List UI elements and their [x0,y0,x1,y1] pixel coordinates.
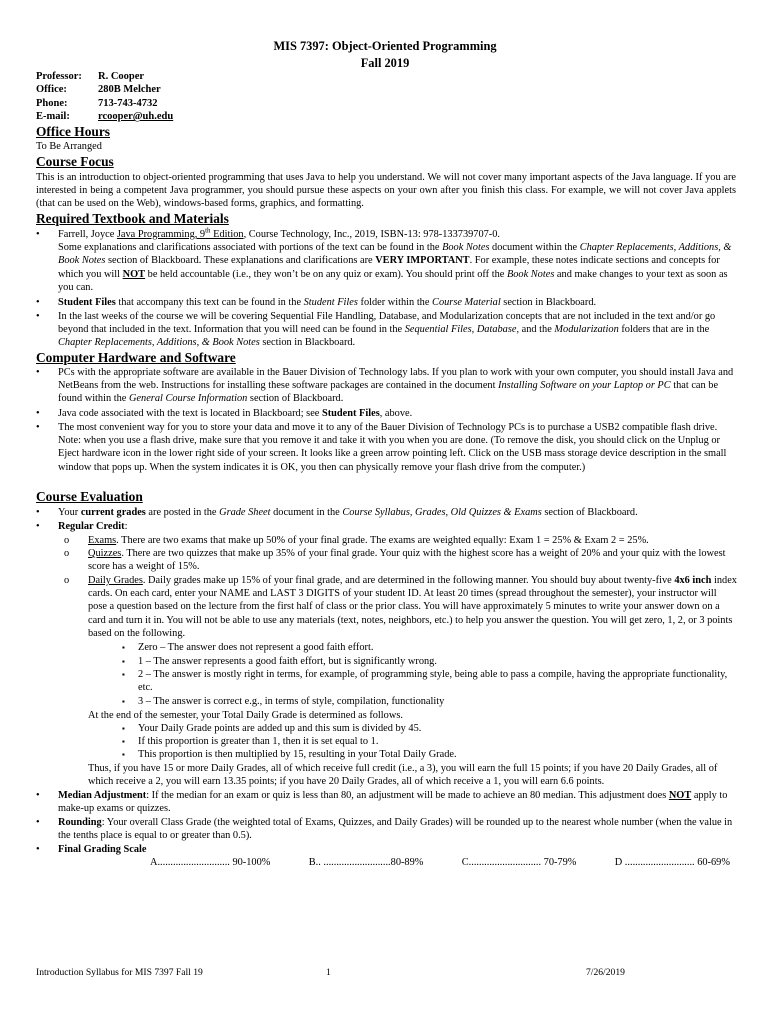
course-focus-text: This is an introduction to object-oriented programming that uses Java to help you understand. We will not cover many important aspects of the Java language. If you are interested in being a competent Java programmer, you should pursue these aspects on your own after you finish this class. For example, we will not cover Java applets (that can be used on the Web), windows-based forms, graphics, and formatting. [36,172,736,210]
bullet-disc: • [36,790,40,801]
text: : If the median for an exam or quiz is less than 80, an adjustment will be made to achieve an 80 median. This adjustment does [146,790,669,801]
evaluation-item-median [58,789,737,815]
book-author: Farrell, Joyce [58,229,117,240]
text: : Your overall Class Grade (the weighted total of Exams, Quizzes, and Daily Grades) will be rounded up to the nearest whole number (when the value in the tenths place is equal to or greater than 0.5). [58,817,733,842]
bullet-circle: o [64,535,70,546]
text: section in Blackboard. [500,297,597,308]
bold-term: Rounding [58,817,102,828]
text: section in Blackboard. [259,337,356,349]
italic-ref: Course Material [432,297,501,308]
bullet-square: ▪ [122,737,125,746]
bold-term: current grades [80,507,146,518]
italic-ref: Installing Software on your Laptop or PC [498,380,671,392]
italic-ref: Book Notes [506,268,555,280]
daily-total-step-3: This proportion is then multiplied by 15, resulting in your Total Daily Grade. [138,749,457,760]
contact-value: R. Cooper [98,71,145,82]
text: section of Blackboard. [541,507,638,518]
bold-term: Median Adjustment [58,790,147,801]
italic-ref: Chapter Replacements, Additions, & Book Notes [58,242,732,267]
footer-left: Introduction Syllabus for MIS 7397 Fall 19 [36,967,203,978]
textbook-item-sequential [58,310,737,350]
text: and make changes to your text as soon as you can. [58,268,728,293]
bullet-square: ▪ [122,750,125,759]
bullet-disc: • [36,408,40,419]
bullet-square: ▪ [122,697,125,706]
bold-term: Regular Credit [58,521,125,532]
textbook-item-farrell [58,228,737,294]
text: . For example, these notes indicate sections and concepts for which you will [58,255,720,280]
underlined-term: Daily Grades [88,575,143,586]
office-hours-text: To Be Arranged [36,141,102,152]
daily-total-intro: At the end of the semester, your Total Daily Grade is determined as follows. [88,710,403,721]
course-focus-heading: Course Focus [36,154,114,169]
text: : [124,521,128,532]
text: Some explanations and clarifications associated with portions of the text can be found in the [58,242,443,254]
text: that accompany this text can be found in the [115,297,304,308]
office-hours-heading: Office Hours [36,124,111,139]
contact-row-professor [36,70,173,83]
emphasis-not: NOT [122,268,146,280]
text: index cards. On each card, enter your NAME and LAST 3 DIGITS of your student ID. At least 20 times (spread throughout the semester), your instructor will pose a question based on the lecture from the first half of class or the prior class. You will have approximately 5 minutes to write your answer down on a card and turn it in. You will not be able to use any materials (text, notes, neighbors, etc.) to help you answer the question. You will get zero, 1, 2, or 3 points based on the following. [88,575,737,639]
text: Java code associated with the text is located in Blackboard; see [58,408,322,419]
contact-label: Professor: [36,71,82,82]
emphasis-not: NOT [668,790,692,801]
credit-quizzes [88,547,738,573]
credit-daily-grades [88,574,738,640]
hardware-item-java-code [58,407,737,420]
bullet-disc: • [36,422,40,433]
daily-point-two: 2 – The answer is mostly right in terms, for example, of programming style, being able to pass a compile, having the appropriate functionality, etc. [138,669,728,694]
text: folder within the [357,297,433,308]
daily-total-step-1: Your Daily Grade points are added up and this sum is divided by 45. [138,723,422,734]
footer-page-number: 1 [326,967,331,978]
italic-ref: Student Files [303,297,358,308]
bullet-disc: • [36,507,40,518]
email-link[interactable]: rcooper@uh.edu [98,111,174,123]
bullet-disc: • [36,229,40,240]
italic-ref: Sequential Files, Database, [404,324,520,336]
book-edition-sup: th [205,226,211,235]
bullet-disc: • [36,367,40,378]
bullet-square: ▪ [122,670,125,679]
contact-label: E-mail: [36,111,70,123]
bullet-disc: • [36,297,40,308]
course-title: MIS 7397: Object-Oriented Programming [273,39,497,53]
hardware-item-pcs [58,366,737,406]
book-publisher: , Course Technology, Inc., 2019, ISBN-13: 978-133739707-0. [243,229,500,240]
text: section of Blackboard. [247,393,344,405]
daily-point-zero: Zero – The answer does not represent a good faith effort. [138,642,374,653]
bold-term: Final Grading Scale [58,844,147,855]
grade-d: D ........................... 60-69% [614,857,730,868]
text: document within the [489,242,580,254]
text: . There are two quizzes that make up 35% of your final grade. Your quiz with the highest score has a weight of 20% and your quiz with the lowest score has a weight of 15%. [88,548,726,573]
footer-date: 7/26/2019 [586,967,625,978]
text: and the [519,324,555,336]
italic-ref: General Course Information [128,393,248,405]
bullet-disc: • [36,311,40,322]
italic-ref: Course Syllabus, Grades, Old Quizzes & Exams [342,507,542,518]
italic-ref: Modularization [554,324,619,336]
text: . There are two exams that make up 50% of your final grade. The exams are weighted equally: Exam 1 = 25% & Exam 2 = 25%. [116,535,649,546]
evaluation-item-grading-scale [58,843,737,856]
credit-exams [88,534,738,547]
book-title [116,226,244,240]
italic-ref: Book Notes [442,242,490,254]
text: Your [58,507,81,518]
bold-term: 4x6 inch [674,575,712,586]
contact-row-office [36,83,173,96]
hardware-heading: Computer Hardware and Software [36,350,236,365]
text: In the last weeks of the course we will be covering Sequential File Handling, Database, and Modularization concepts that are not included in the text and/or go beyond that included in the text. Information that you will need can be found in the [58,311,716,336]
textbook-item-student-files [58,296,737,309]
course-term: Fall 2019 [360,56,410,70]
evaluation-heading: Course Evaluation [36,489,143,504]
text: , above. [379,408,413,419]
daily-point-three: 3 – The answer is correct e.g., in terms of style, compilation, functionality [138,696,445,707]
evaluation-item-current-grades [58,506,737,519]
text: document in the [270,507,343,518]
text: are posted in the [145,507,220,518]
hardware-item-flash-drive: The most convenient way for you to store your data and move it to any of the Bauer Division of Technology PCs is to purchase a USB2 compatible flash drive. Note: when you use a flash drive, make sure that you remove it and take it with you when you are done. (To remove the disk, you should click on the Unplug or Eject hardware icon in the lower right side of your screen. It looks like a green arrow pointing left. Click on the USB mass storage device description in the small window that pops up. When the system indicates it is OK, you then can physically remove your flash drive from the computer.) [58,422,727,473]
daily-total-step-2: If this proportion is greater than 1, then it is set equal to 1. [138,736,379,747]
daily-point-one: 1 – The answer represents a good faith effort, but is significantly wrong. [138,656,437,667]
underlined-term: Quizzes [88,548,122,559]
bold-term: Student Files [58,297,116,308]
bullet-square: ▪ [122,643,125,652]
text: . Daily grades make up 15% of your final grade, and are determined in the following manner. You should buy about twenty-five [142,575,675,586]
contact-value: 280B Melcher [98,84,161,96]
text: folders that are in the [618,324,710,336]
italic-ref: Grade Sheet [219,507,271,518]
bullet-square: ▪ [122,724,125,733]
italic-ref: Chapter Replacements, Additions, & Book Notes [58,337,260,349]
contact-row-phone [36,97,173,110]
contact-block [36,70,173,124]
contact-value: 713-743-4732 [98,97,158,109]
bullet-disc: • [36,521,40,532]
contact-row-email [36,110,173,123]
daily-total-examples: Thus, if you have 15 or more Daily Grades, all of which receive full credit (i.e., a 3), you will earn the full 15 points; if you have 20 Daily Grades, all of which receive a 2, you will earn 13.35 points; if you have 20 Daily Grades, all of which receive a 1, you will earn 6.6 points. [88,763,718,788]
book-title-text: Java Programming, 9 [116,229,206,240]
book-edition-word: Edition [210,229,244,240]
text: be held accountable (i.e., they won’t be on any quiz or exam). You should print off the [145,268,507,280]
text: that can be found within the [58,380,719,405]
text: PCs with the appropriate software are available in the Bauer Division of Technology labs. If you plan to work with your own computer, you should install Java and NetBeans from the web. Instructions for installing these software packages are contained in the document [58,367,734,392]
textbook-heading: Required Textbook and Materials [36,211,229,226]
underlined-term: Exams [88,535,117,546]
evaluation-item-rounding [58,816,737,842]
bullet-disc: • [36,844,40,855]
grade-a: A............................ 90-100% [150,857,271,868]
bold-term: Student Files [321,408,380,419]
grading-scale [150,856,730,869]
text: apply to make-up exams or quizzes. [58,790,728,815]
bullet-circle: o [64,575,70,586]
emphasis-very-important: VERY IMPORTANT [375,255,470,267]
bullet-square: ▪ [122,657,125,666]
bullet-circle: o [64,548,70,559]
text: section of Blackboard. These explanations and clarifications are [105,255,376,267]
contact-label: Office: [36,84,67,96]
grade-c: C............................ 70-79% [461,857,577,868]
grade-b: B.. ..........................80-89% [308,857,424,868]
bullet-disc: • [36,817,40,828]
contact-label: Phone: [36,97,68,109]
evaluation-item-regular-credit [58,520,737,533]
